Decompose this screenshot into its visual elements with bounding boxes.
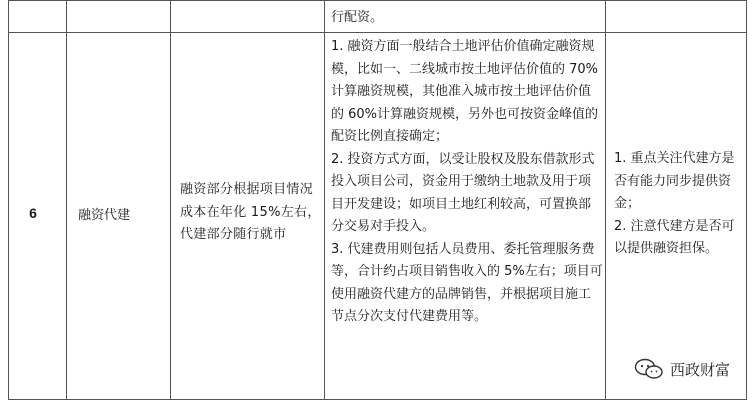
col-divider bbox=[170, 0, 171, 400]
col-divider bbox=[66, 0, 67, 400]
watermark bbox=[630, 356, 734, 382]
plan-item: 2. 投资方式方面，以受让股权及股东借款形式投入项目公司，资金用于缴纳土地款及用于项目开发建设；如项目土地红利较高，可置换部分交易对手投入。 bbox=[331, 151, 595, 234]
col-divider bbox=[746, 0, 747, 400]
description-text: 融资部分根据项目情况成本在年化 15%左右，代建部分随行就市 bbox=[180, 182, 321, 242]
col-divider bbox=[324, 0, 325, 400]
table-border-top bbox=[8, 0, 746, 1]
note-item: 1. 重点关注代建方是否有能力同步提供资金； bbox=[614, 151, 735, 211]
row-divider bbox=[8, 32, 746, 33]
watermark-text: 西政财富 bbox=[669, 360, 730, 379]
prev-row-plan-tail: 行配资。 bbox=[331, 10, 384, 25]
wechat-icon bbox=[634, 358, 664, 380]
col-divider bbox=[8, 0, 9, 400]
table-border-bottom bbox=[8, 399, 746, 400]
row-number: 6 bbox=[29, 205, 37, 221]
row-notes bbox=[614, 148, 746, 261]
col-divider bbox=[605, 0, 606, 400]
row-plan bbox=[331, 36, 603, 329]
note-item: 2. 注意代建方是否可以提供融资担保。 bbox=[614, 218, 735, 256]
plan-item: 1. 融资方面一般结合土地评估价值确定融资规模，比如一、二线城市按土地评估价值的 70%计算融资规模，其他准入城市按土地评估价值的 60%计算融资规模，另外也可按资金峰值的配资比例直接确定； bbox=[331, 39, 599, 144]
plan-item: 3. 代建费用则包括人员费用、委托管理服务费等，合计约占项目销售收入的 5%左右；项目可使用融资代建方的品牌销售，并根据项目施工节点分次支付代建费用等。 bbox=[331, 241, 603, 324]
row-name: 融资代建 bbox=[78, 208, 131, 223]
row-description bbox=[180, 179, 322, 247]
